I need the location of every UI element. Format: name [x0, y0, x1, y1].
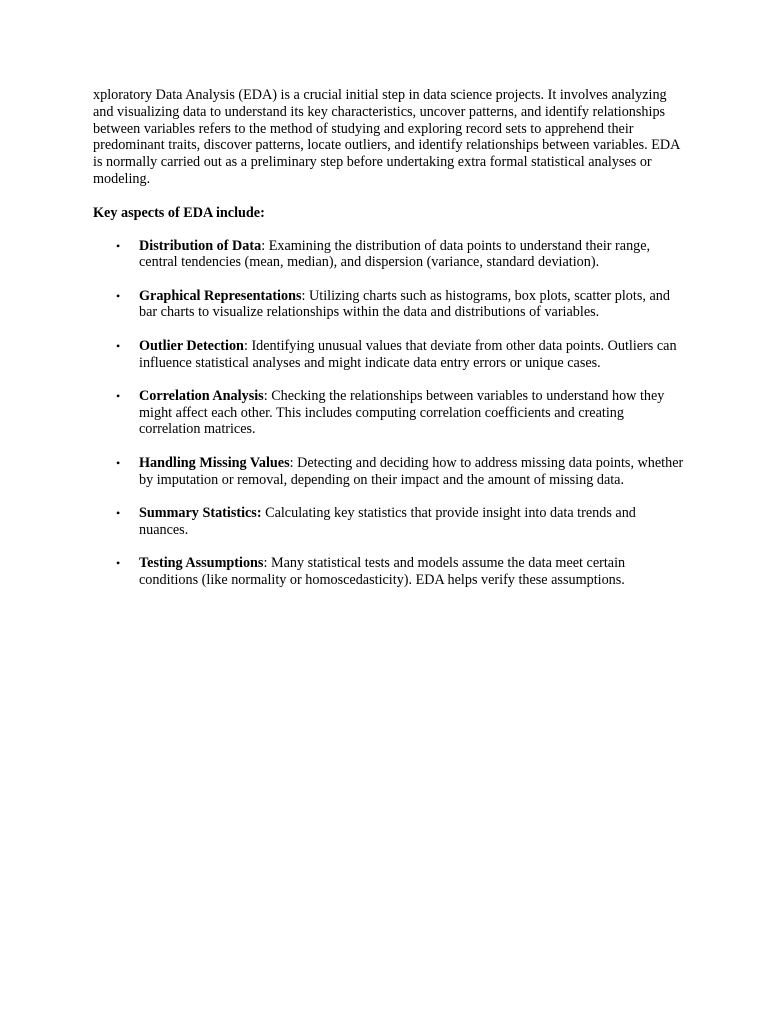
- bullet-icon: •: [116, 238, 121, 253]
- item-text: Calculating key statistics that provide insight into data trends and nuances.: [139, 504, 636, 538]
- item-separator: :: [289, 454, 294, 471]
- list-item: [93, 505, 685, 539]
- bullet-icon: •: [116, 288, 121, 303]
- item-separator: :: [301, 287, 306, 304]
- item-text: Many statistical tests and models assume the data meet certain conditions (like normality or homoscedasticity). EDA helps verify these assumptions.: [139, 554, 626, 588]
- item-text: Examining the distribution of data points to understand their range, central tendencies (mean, median), and dispersion (variance, standard deviation).: [139, 237, 651, 271]
- item-text: Checking the relationships between variables to understand how they might affect each other. This includes computing correlation coefficients and creating correlation matrices.: [139, 387, 665, 438]
- bullet-icon: •: [116, 555, 121, 570]
- item-text: Identifying unusual values that deviate from other data points. Outliers can influence statistical analyses and might indicate data entry errors or unique cases.: [139, 337, 677, 371]
- item-term: Graphical Representations: [139, 287, 302, 304]
- item-separator: :: [243, 337, 248, 354]
- list-item: [93, 288, 685, 322]
- item-term: Outlier Detection: [139, 337, 244, 354]
- bullet-icon: •: [116, 338, 121, 353]
- item-separator: :: [263, 387, 268, 404]
- list-item: [93, 455, 685, 489]
- eda-aspects-list: [93, 238, 685, 589]
- item-separator: :: [261, 237, 266, 254]
- item-term: Correlation Analysis: [139, 387, 264, 404]
- bullet-icon: •: [116, 388, 121, 403]
- section-heading: Key aspects of EDA include:: [93, 204, 265, 221]
- item-text: Utilizing charts such as histograms, box plots, scatter plots, and bar charts to visualize relationships within the data and distributions of variables.: [139, 287, 670, 321]
- list-item: [93, 238, 685, 272]
- item-term: Distribution of Data: [139, 237, 262, 254]
- item-term: Handling Missing Values: [139, 454, 290, 471]
- item-term: Testing Assumptions: [139, 554, 264, 571]
- list-item: [93, 338, 685, 372]
- item-term: Summary Statistics:: [139, 504, 262, 521]
- item-text: Detecting and deciding how to address missing data points, whether by imputation or removal, depending on their impact and the amount of missing data.: [139, 454, 684, 488]
- list-item: [93, 555, 685, 589]
- intro-paragraph: xploratory Data Analysis (EDA) is a crucial initial step in data science projects. It involves analyzing and visualizing data to understand its key characteristics, uncover patterns, and identify relationships between variables refers to the method of studying and exploring record sets to apprehend their predominant traits, discover patterns, locate outliers, and identify relationships between variables. EDA is normally carried out as a preliminary step before undertaking extra formal statistical analyses or modeling.: [93, 87, 680, 187]
- bullet-icon: •: [116, 455, 121, 470]
- item-separator: :: [263, 554, 268, 571]
- document-page: [93, 87, 685, 605]
- bullet-icon: •: [116, 505, 121, 520]
- list-item: [93, 388, 685, 438]
